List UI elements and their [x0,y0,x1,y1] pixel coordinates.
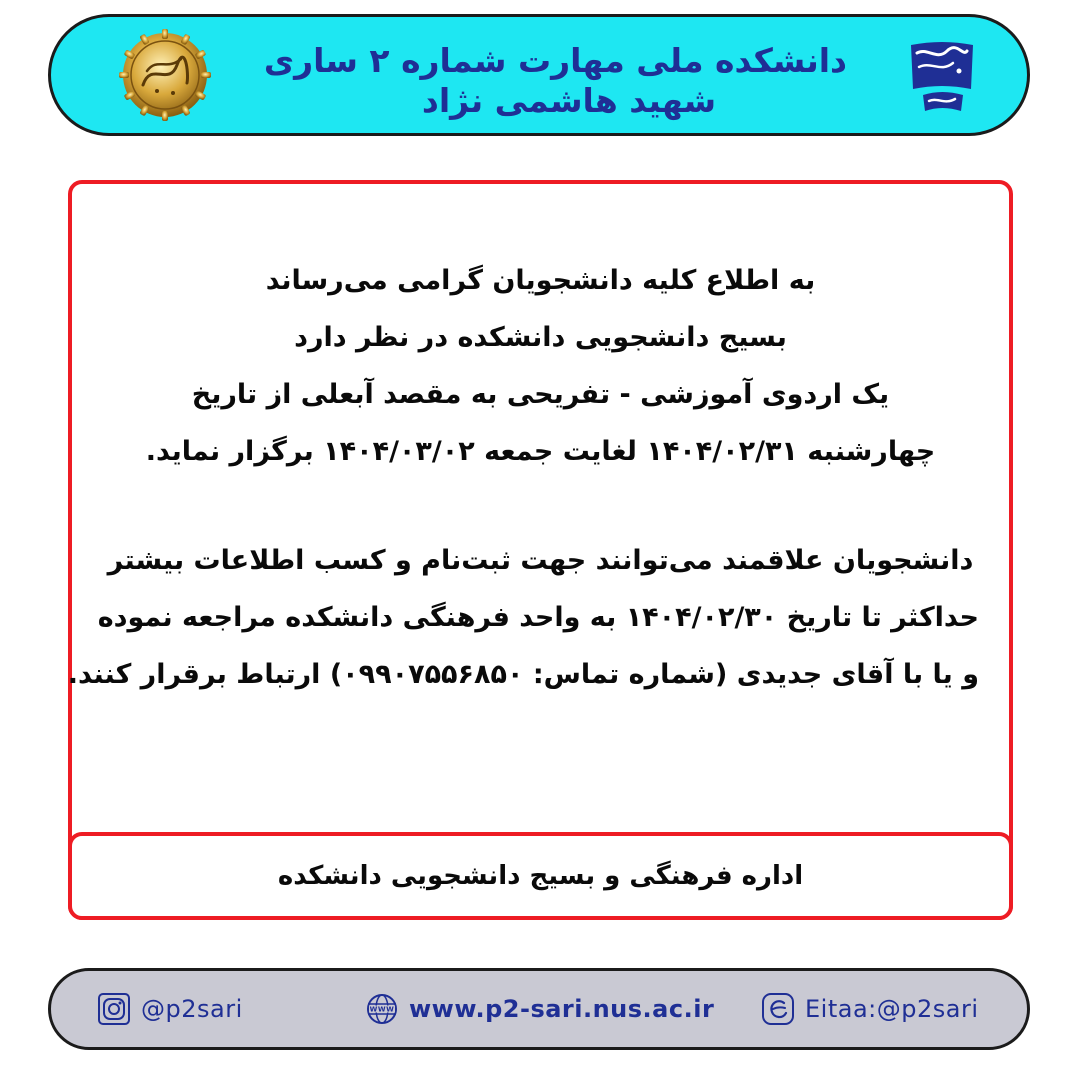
instagram-icon [97,992,131,1026]
signature-box [68,832,1013,920]
college-logo-icon [901,39,983,115]
header-title [263,41,847,121]
eitaa-contact[interactable] [761,971,979,1047]
notice-line: چهارشنبه ۱۴۰۴/۰۲/۳۱ لغایت جمعه ۱۴۰۴/۰۳/۰۲ برگزار نماید. [145,436,936,467]
header-banner [48,14,1030,136]
instagram-handle[interactable]: @p2sari [141,995,243,1023]
notice-line: یک اردوی آموزشی - تفریحی به مقصد آبعلی از تاریخ [191,379,890,410]
svg-text:WWW: WWW [369,1005,395,1014]
notice-box [68,180,1013,920]
instagram-contact[interactable] [97,971,243,1047]
signature-text: اداره فرهنگی و بسیج دانشجویی دانشکده [277,861,804,891]
eitaa-icon [761,992,795,1026]
contact-bar [48,968,1030,1050]
website-contact[interactable] [365,971,714,1047]
paragraph-spacer [102,480,979,532]
header-title-line1: دانشکده ملی مهارت شماره ۲ ساری [263,41,847,80]
globe-www-icon [365,992,399,1026]
notice-line: به اطلاع کلیه دانشجویان گرامی می‌رساند [265,265,816,296]
eitaa-handle[interactable]: Eitaa:@p2sari [805,995,979,1023]
notice-line: و یا با آقای جدیدی (شماره تماس: ۰۹۹۰۷۵۵۶۸۵۰) ارتباط برقرار کنند. [67,659,979,690]
notice-line: دانشجویان علاقمند می‌توانند جهت ثبت‌نام و کسب اطلاعات بیشتر [107,545,974,576]
notice-body [67,252,979,703]
header-title-line2: شهید هاشمی نژاد [421,81,717,120]
notice-line: حداکثر تا تاریخ ۱۴۰۴/۰۲/۳۰ به واحد فرهنگی دانشکده مراجعه نموده [97,602,979,633]
notice-line: بسیج دانشجویی دانشکده در نظر دارد [294,322,787,353]
golden-seal-icon [117,27,213,123]
website-link[interactable]: www.p2-sari.nus.ac.ir [409,995,715,1023]
